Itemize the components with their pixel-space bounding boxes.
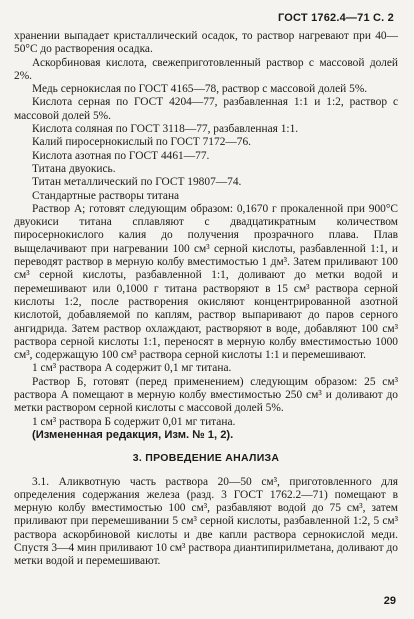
reagent-ascorbic-acid: Аскорбиновая кислота, свежеприготовленный раствор с массовой долей 2%.	[14, 56, 398, 82]
reagent-sulfuric-acid: Кислота серная по ГОСТ 4204—77, разбавленная 1:1 и 1:2, раствор с массовой долей 5%.	[14, 96, 398, 122]
solution-a-preparation: Раствор А; готовят следующим образом: 0,1670 г прокаленной при 900°С двуокиси титана сплавляют с двадцатикратным количеством пиросернокислого калия до получения прозрачного плава. Плав выщелачивают при нагревании 100 см³ серной кислоты, разбавленной 1:1, и переводят раствор в мерную колбу вместимостью 1 дм³. Затем приливают 100 см³ серной кислоты, разбавленной 1:1, доливают до метки водой и перемешивают или 0,1000 г титана растворяют в 15 см³ раствора серной кислоты 1:2, после растворения окисляют концентрированной азотной кислотой, добавляемой по каплям, раствор выпаривают до паров серного ангидрида. Затем раствор охлаждают, растворяют в воде, добавляют 100 см³ раствора серной кислоты 1:1, переносят в мерную колбу вместимостью 1000 см³, содержащую 100 см³ раствора серной кислоты 1:1 и перемешивают.	[14, 202, 398, 362]
paragraph-crystal-precipitate: хранении выпадает кристаллический осадок, то раствор нагревают при 40—50°С до растворения осадка.	[14, 30, 398, 56]
reagent-titanium-metal: Титан металлический по ГОСТ 19807—74.	[32, 176, 242, 189]
amendment-note: (Измененная редакция, Изм. № 1, 2).	[32, 428, 234, 441]
page-number: 29	[383, 595, 396, 607]
document-body	[14, 30, 398, 569]
reagent-hydrochloric-acid: Кислота соляная по ГОСТ 3118—77, разбавленная 1:1.	[32, 123, 299, 136]
reagent-nitric-acid: Кислота азотная по ГОСТ 4461—77.	[32, 149, 210, 162]
solution-a-content: 1 см³ раствора А содержит 0,1 мг титана.	[32, 362, 232, 375]
solution-b-content: 1 см³ раствора Б содержит 0,01 мг титана.	[32, 415, 236, 428]
procedure-paragraph: 3.1. Аликвотную часть раствора 20—50 см³, приготовленного для определения содержания железа (разд. 3 ГОСТ 1762.2—71) помещают в мерную колбу вместимостью 100 см³, разбавляют водой до 75 см³, затем приливают при перемешивании 5 см³ серной кислоты, разбавленной 1:2, 5 см³ раствора аскорбиновой кислоты и две капли раствора сернокислой меди. Спустя 3—4 мин приливают 10 см³ раствора диантипирилметана, доливают до метки водой и перемешивают.	[14, 475, 398, 568]
running-header: ГОСТ 1762.4—71 С. 2	[277, 12, 394, 24]
solution-b-preparation: Раствор Б, готовят (перед применением) следующим образом: 25 см³ раствора А помещают в мерную колбу вместимостью 250 см³ и доливают до метки раствором серной кислоты с массовой долей 5%.	[14, 375, 398, 415]
section-title: 3. ПРОВЕДЕНИЕ АНАЛИЗА	[132, 452, 280, 465]
subheading-standard-solutions: Стандартные растворы титана	[32, 189, 180, 202]
reagent-copper-sulfate: Медь сернокислая по ГОСТ 4165—78, раствор с массовой долей 5%.	[32, 83, 368, 96]
reagent-titanium-dioxide: Титана двуокись.	[32, 162, 116, 175]
reagent-potassium-pyrosulfate: Калий пиросернокислый по ГОСТ 7172—76.	[32, 136, 252, 149]
